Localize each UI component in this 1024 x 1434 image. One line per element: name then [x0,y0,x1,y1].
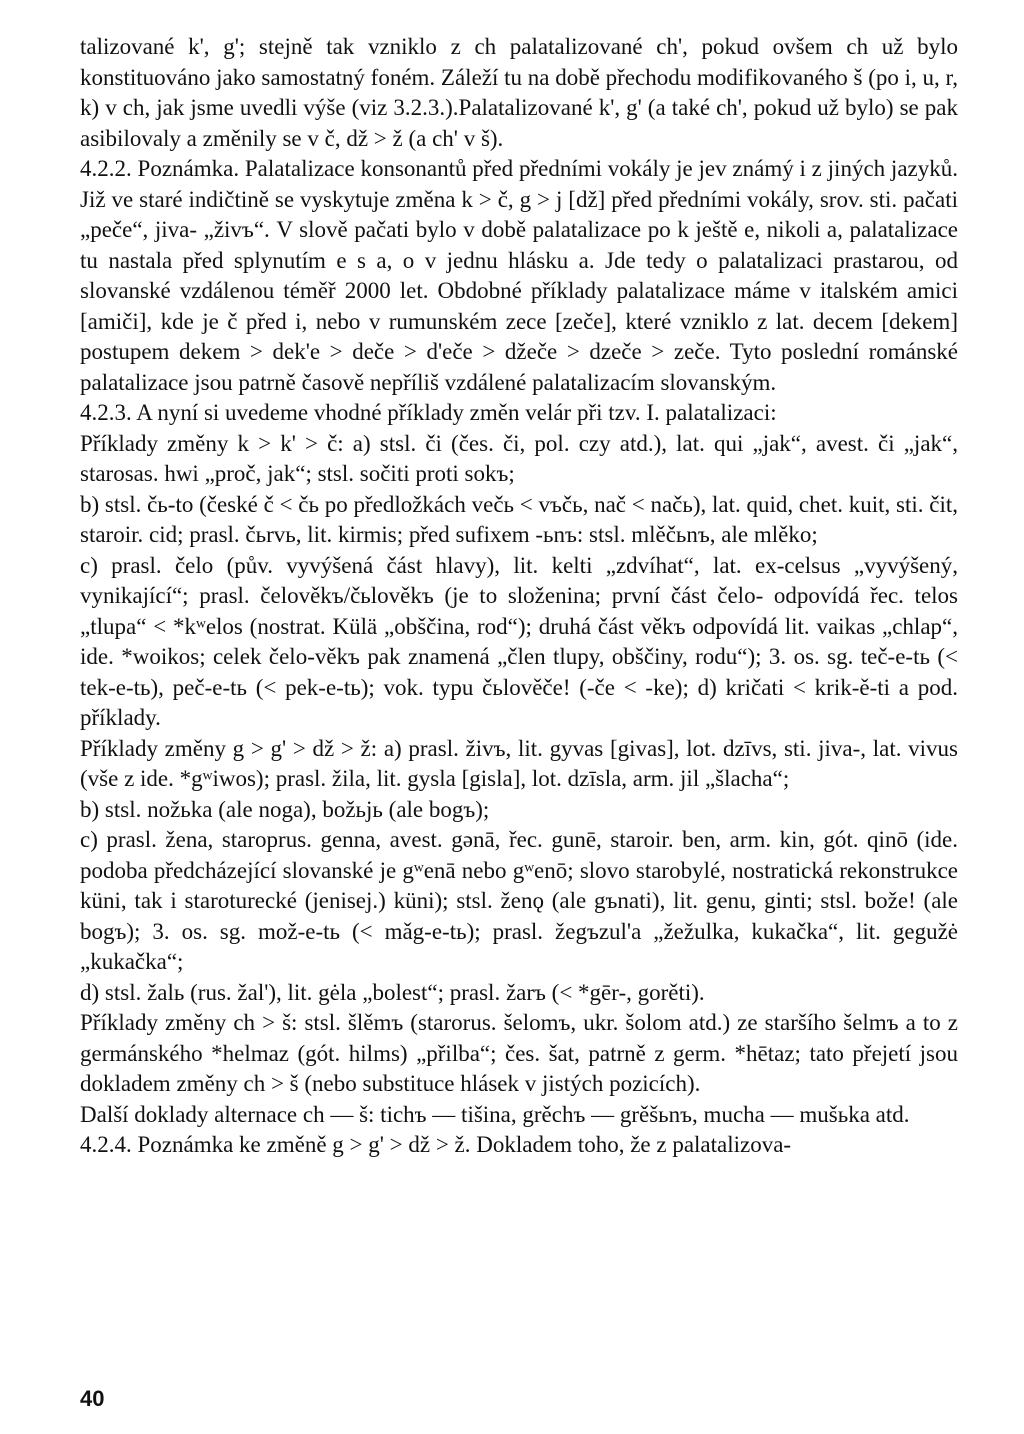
paragraph-12: Další doklady alternace ch — š: tichъ — tišina, grěchъ — grěšьnъ, mucha — mušьka atd. [80,1101,910,1127]
paragraph-4: Příklady změny k > k' > č: a) stsl. či (čes. či, pol. czy atd.), lat. qui „jak“, avest. či „jak“, starosas. hwi „proč, jak“; stsl. sočiti proti sokъ; [80,430,958,486]
paragraph-8: b) stsl. nožьka (ale noga), božьjь (ale bogъ); [80,796,490,822]
page-number: 40 [80,1386,105,1411]
paragraph-13: 4.2.4. Poznámka ke změně g > g' > dž > ž. Dokladem toho, že z palatalizova- [80,1132,792,1157]
paragraph-10: d) stsl. žalь (rus. žal'), lit. gėla „bolest“; prasl. žarъ (< *gēr-, gorěti). [80,979,705,1005]
page-text [80,32,958,1161]
paragraph-2: 4.2.2. Poznámka. Palatalizace konsonantů před předními vokály je jev známý i z jiných jazyků. Již ve staré indičtině se vyskytuje změna k > č, g > j [dž] před předními vokály, srov. sti. pačati „peče“, jiva- „živъ“. V slově pačati bylo v době palatalizace po k ještě e, nikoli a, palatalizace tu nastala před splynutím e s a, o v jednu hlásku a. Jde tedy o palatalizaci prastarou, od slovanské vzdálenou téměř 2000 let. Obdobné příklady palatalizace máme v italském amici [amiči], kde je č před i, nebo v rumunském zece [zeče], které vzniklo z lat. decem [dekem] postupem dekem > dek'e > deče > d'eče > džeče > dzeče > zeče. Tyto poslední románské palatalizace jsou patrně časově nepříliš vzdálené palatalizacím slovanským. [80,156,958,395]
paragraph-5: b) stsl. čь-to (české č < čь po předložkách večь < vъčь, nač < načь), lat. quid, chet. kuit, sti. čit, staroir. cid; prasl. čьrvь, lit. kirmis; před sufixem -ьnъ: stsl. mlěčьnъ, ale mlěko; [80,491,958,547]
paragraph-3: 4.2.3. A nyní si uvedeme vhodné příklady změn velár při tzv. I. palatalizaci: [80,400,777,425]
paragraph-7: Příklady změny g > g' > dž > ž: a) prasl. živъ, lit. gyvas [givas], lot. dzīvs, sti. jiva-, lat. vivus (vše z ide. *gʷiwos); prasl. žila, lit. gysla [gisla], lot. dzīsla, arm. jil „šlacha“; [80,735,958,791]
paragraph-11: Příklady změny ch > š: stsl. šlěmъ (starorus. šelomъ, ukr. šolom atd.) ze staršího šelmъ a to z germánského *helmaz (gót. hilms) „přilba“; čes. šat, patrně z germ. *hētaz; tato přejetí jsou dokladem změny ch > š (nebo substituce hlásek v jistých pozicích). [80,1010,958,1096]
paragraph-6: c) prasl. čelo (pův. vyvýšená část hlavy), lit. kelti „zdvíhat“, lat. ex-celsus „vyvýšený, vynikající“; prasl. čelověkъ/čьlověkъ (je to složenina; první část čelo- odpovídá řec. telos „tlupa“ < *kʷelos (nostrat. Külä „obščina, rod“); druhá část věkъ odpovídá lit. vaikas „chlap“, ide. *woikos; celek čelo-věkъ pak znamená „člen tlupy, obščiny, rodu“); 3. os. sg. teč-e-tь (< tek-e-tь), peč-e-tь (< pek-e-tь); vok. typu čьlověče! (-če < -ke); d) kričati < krik-ě-ti a pod. příklady. [80,552,958,730]
paragraph-9: c) prasl. žena, staroprus. genna, avest. gənā, řec. gunē, staroir. ben, arm. kin, gót. qinō (ide. podoba předcházející slovanské je gʷenā nebo gʷenō; slovo starobylé, nostratická rekonstrukce küni, tak i staroturecké (jenisej.) küni); stsl. ženǫ (ale gъnati), lit. genu, ginti; stsl. bože! (ale bogъ); 3. os. sg. mož-e-tь (< mǎg-e-tь); prasl. žegъzul'a „žežulka, kukačka“, lit. gegužė „kukačka“; [80,827,958,974]
paragraph-1: talizované k', g'; stejně tak vzniklo z ch palatalizované ch', pokud ovšem ch už bylo konstituováno jako samostatný foném. Záleží tu na době přechodu modifikovaného š (po i, u, r, k) v ch, jak jsme uvedli výše (viz 3.2.3.).Palatalizované k', g' (a také ch', pokud už bylo) se pak asibilovaly a změnily se v č, dž > ž (a ch' v š). [80,34,958,151]
